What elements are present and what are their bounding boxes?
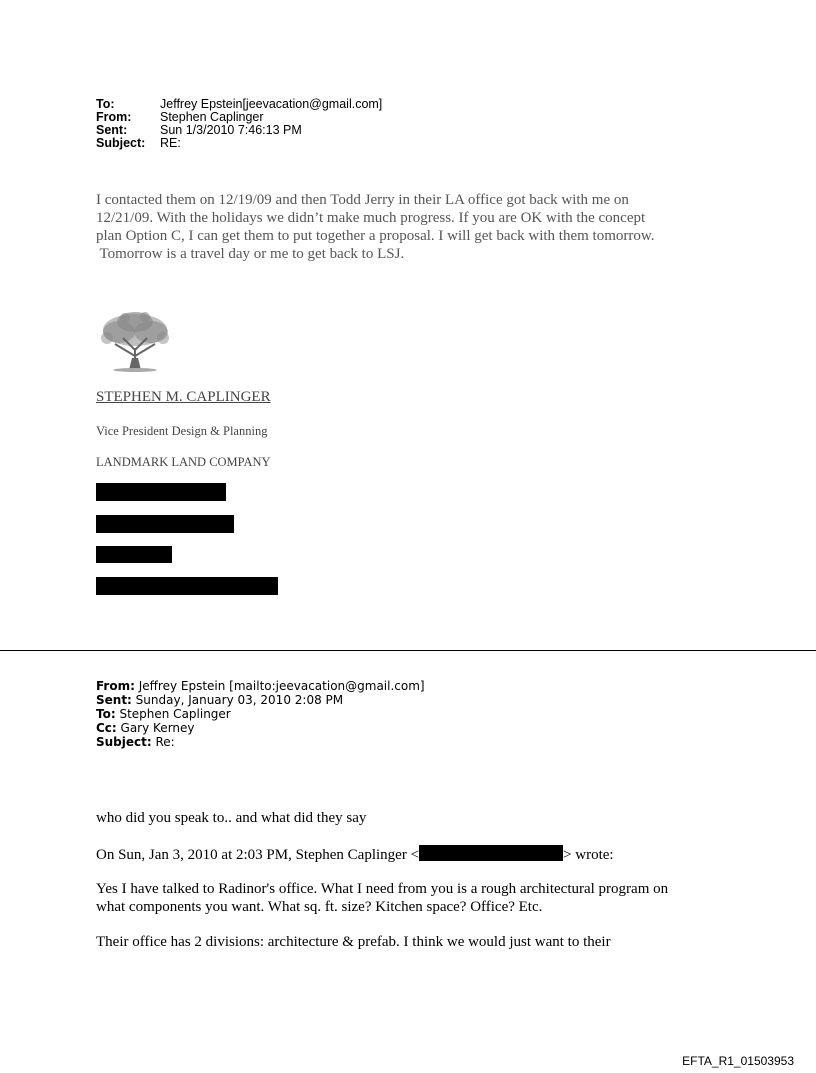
redaction-block: [96, 515, 234, 533]
from-label: From:: [96, 679, 135, 693]
sent-label: Sent:: [96, 123, 128, 137]
email1-body-line: 12/21/09. With the holidays we didn’t make much progress. If you are OK with the concept: [96, 210, 646, 226]
redaction-block: [419, 845, 563, 861]
cc-value: Gary Kerney: [116, 721, 195, 735]
from-value: Stephen Caplinger: [160, 110, 264, 124]
email2-header: [96, 679, 425, 749]
to-value: Jeffrey Epstein[jeevacation@gmail.com]: [160, 97, 383, 111]
sent-value: Sun 1/3/2010 7:46:13 PM: [160, 123, 302, 137]
email2-para1-line: Yes I have talked to Radinor's office. What I need from you is a rough architectural program on: [96, 881, 669, 897]
to-label: To:: [96, 707, 116, 721]
redaction-block: [96, 546, 172, 563]
quote-prefix: On Sun, Jan 3, 2010 at 2:03 PM, Stephen Caplinger <: [96, 847, 420, 863]
cc-label: Cc:: [96, 721, 117, 735]
email-divider: [0, 650, 816, 651]
sent-label: Sent:: [96, 693, 132, 707]
email1-body-line: I contacted them on 12/19/09 and then Todd Jerry in their LA office got back with me on: [96, 192, 629, 208]
signature-name: STEPHEN M. CAPLINGER: [96, 389, 271, 405]
email2-para1-line: what components you want. What sq. ft. size? Kitchen space? Office? Etc.: [96, 899, 543, 915]
to-value: Stephen Caplinger: [115, 707, 231, 721]
subject-value: Re:: [151, 735, 175, 749]
signature-company: LANDMARK LAND COMPANY: [96, 455, 271, 469]
email1-body-line: plan Option C, I can get them to put together a proposal. I will get back with them tomorrow.: [96, 228, 655, 244]
subject-label: Subject:: [96, 136, 146, 150]
document-id: EFTA_R1_01503953: [682, 1054, 794, 1068]
redaction-block: [96, 577, 278, 595]
email2-para1: [96, 880, 776, 916]
redaction-block: [96, 483, 226, 501]
quote-line: [96, 845, 614, 864]
email1-header: [96, 98, 382, 150]
email1-body-line: Tomorrow is a travel day or me to get back to LSJ.: [96, 246, 405, 262]
to-label: To:: [96, 97, 115, 111]
email2-para2: Their office has 2 divisions: architecture & prefab. I think we would just want to their: [96, 934, 611, 950]
email1-body: [96, 191, 776, 263]
email2-body-line1: who did you speak to.. and what did they say: [96, 810, 367, 826]
quote-suffix: > wrote:: [563, 847, 614, 863]
signature-title: Vice President Design & Planning: [96, 424, 268, 438]
subject-label: Subject:: [96, 735, 152, 749]
tree-logo-icon: [95, 308, 175, 374]
subject-value: RE:: [160, 136, 181, 150]
from-label: From:: [96, 110, 132, 124]
sent-value: Sunday, January 03, 2010 2:08 PM: [131, 693, 344, 707]
from-value: Jeffrey Epstein [mailto:jeevacation@gmail.com]: [134, 679, 425, 693]
